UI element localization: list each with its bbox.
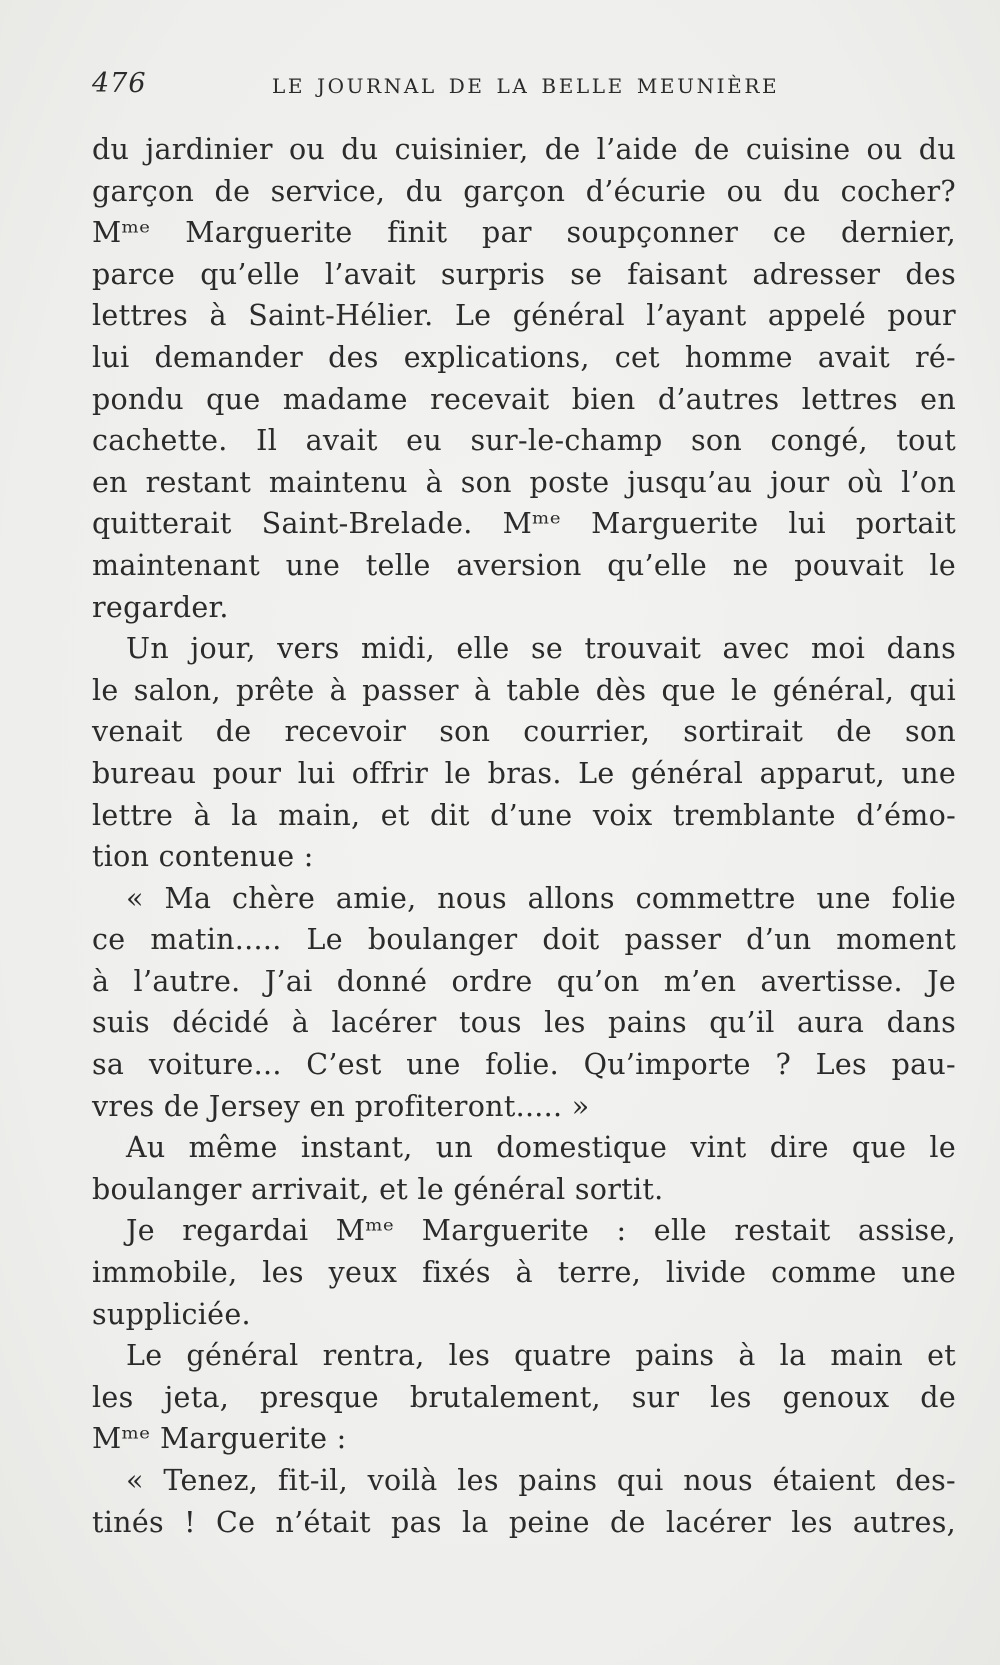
text-line: à l’autre. J’ai donné ordre qu’on m’en avertisse. Je [92, 964, 956, 998]
text-line: en restant maintenu à son poste jusqu’au jour où l’on [92, 465, 956, 499]
text-line: Au même instant, un domestique vint dire que le [126, 1131, 956, 1165]
text-line: maintenant une telle aversion qu’elle ne pouvait le [92, 548, 956, 582]
text-line: tion contenue : [92, 840, 314, 874]
text-line: « Tenez, fit-il, voilà les pains qui nous étaient des- [126, 1464, 956, 1497]
text-line: Mᵐᵉ Marguerite : [92, 1422, 347, 1456]
text-line: du jardinier ou du cuisinier, de l’aide de cuisine ou du [92, 133, 956, 166]
text-line: regarder. [92, 590, 229, 624]
text-line: sa voiture... C’est une folie. Qu’importe ? Les pau- [92, 1048, 956, 1082]
running-title: LE JOURNAL DE LA BELLE MEUNIÈRE [272, 74, 780, 98]
text-line: Mᵐᵉ Marguerite finit par soupçonner ce dernier, [92, 216, 956, 250]
text-line: lettre à la main, et dit d’une voix tremblante d’émo- [92, 798, 956, 832]
text-line: suis décidé à lacérer tous les pains qu’il aura dans [92, 1006, 956, 1040]
text-line: boulanger arrivait, et le général sortit. [92, 1172, 664, 1206]
body-text [92, 129, 956, 1543]
text-line: venait de recevoir son courrier, sortirait de son [92, 715, 956, 749]
text-line: Je regardai Mᵐᵉ Marguerite : elle restait assise, [126, 1214, 956, 1248]
text-line: « Ma chère amie, nous allons commettre une folie [126, 881, 956, 915]
text-line: lettres à Saint-Hélier. Le général l’ayant appelé pour [92, 299, 956, 333]
text-line: garçon de service, du garçon d’écurie ou du cocher? [92, 174, 956, 208]
text-line: suppliciée. [92, 1297, 251, 1331]
text-line: lui demander des explications, cet homme avait ré- [92, 340, 956, 374]
page-number: 476 [92, 68, 147, 99]
text-line: immobile, les yeux fixés à terre, livide comme une [92, 1256, 956, 1290]
text-line: pondu que madame recevait bien d’autres lettres en [92, 382, 956, 416]
page-header [92, 64, 962, 104]
text-line: Un jour, vers midi, elle se trouvait avec moi dans [126, 632, 956, 666]
text-line: le salon, prête à passer à table dès que le général, qui [92, 673, 956, 707]
text-line: bureau pour lui offrir le bras. Le général apparut, une [92, 756, 956, 790]
text-line: les jeta, presque brutalement, sur les genoux de [92, 1380, 956, 1414]
text-line: cachette. Il avait eu sur-le-champ son congé, tout [92, 424, 956, 458]
text-line: parce qu’elle l’avait surpris se faisant adresser des [92, 257, 956, 291]
text-line: tinés ! Ce n’était pas la peine de lacérer les autres, [92, 1505, 956, 1539]
text-line: quitterait Saint-Brelade. Mᵐᵉ Marguerite lui portait [92, 507, 956, 541]
text-line: ce matin..... Le boulanger doit passer d’un moment [92, 923, 956, 957]
text-line: vres de Jersey en profiteront..... » [92, 1089, 590, 1123]
text-line: Le général rentra, les quatre pains à la main et [126, 1339, 956, 1373]
